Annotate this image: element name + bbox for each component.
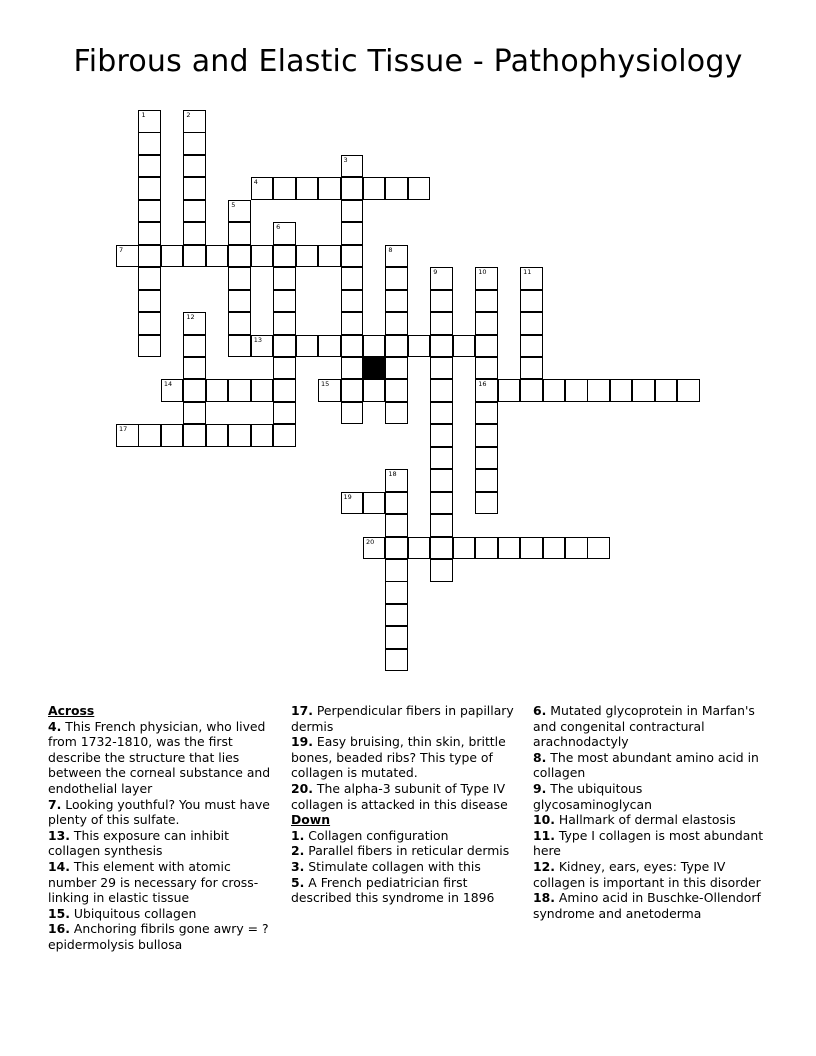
clue-number: 16.	[48, 921, 70, 937]
grid-cell[interactable]	[206, 379, 229, 402]
grid-cell[interactable]	[138, 245, 161, 268]
grid-cell[interactable]	[273, 267, 296, 290]
grid-cell[interactable]	[363, 492, 386, 515]
grid-cell[interactable]	[475, 267, 498, 290]
grid-cell[interactable]	[183, 379, 206, 402]
clue-item	[533, 703, 765, 750]
grid-cell[interactable]	[183, 245, 206, 268]
clue-text: Easy bruising, thin skin, brittle bones, beaded ribs? This type of collagen is mutated.	[291, 734, 506, 781]
grid-cell[interactable]	[385, 514, 408, 537]
grid-cell[interactable]	[385, 581, 408, 604]
grid-cell[interactable]	[610, 379, 633, 402]
clue-item	[291, 875, 523, 906]
grid-cell-number: 10	[478, 268, 487, 277]
grid-cell-number: 3	[343, 155, 348, 164]
clue-item	[48, 719, 280, 797]
grid-cell[interactable]	[475, 335, 498, 358]
grid-cell[interactable]	[363, 379, 386, 402]
grid-cell[interactable]	[341, 267, 364, 290]
grid-cell[interactable]	[138, 200, 161, 223]
grid-cell[interactable]	[453, 537, 476, 560]
clue-number: 14.	[48, 858, 70, 874]
grid-cell[interactable]	[341, 177, 364, 200]
grid-cell[interactable]	[363, 537, 386, 560]
grid-cell[interactable]	[183, 312, 206, 335]
grid-cell[interactable]	[138, 290, 161, 313]
across-clues-list	[48, 719, 280, 953]
grid-cell[interactable]	[341, 402, 364, 425]
grid-cell[interactable]	[543, 379, 566, 402]
grid-cell[interactable]	[565, 537, 588, 560]
grid-cell[interactable]	[138, 312, 161, 335]
grid-cell[interactable]	[341, 492, 364, 515]
grid-cell[interactable]	[475, 379, 498, 402]
grid-cell[interactable]	[183, 110, 206, 133]
grid-cell[interactable]	[138, 267, 161, 290]
clue-number: 6.	[533, 703, 547, 718]
clue-item	[533, 890, 765, 921]
grid-cell[interactable]	[430, 267, 453, 290]
grid-cell[interactable]	[385, 604, 408, 627]
grid-cell[interactable]	[385, 177, 408, 200]
grid-cell[interactable]	[116, 245, 139, 268]
clue-item	[48, 797, 280, 828]
page-title: Fibrous and Elastic Tissue - Pathophysiology	[73, 44, 743, 79]
clue-number: 20.	[291, 780, 313, 796]
clue-text: Anchoring fibrils gone awry = ? epidermolysis bullosa	[48, 921, 269, 952]
grid-cell[interactable]	[385, 335, 408, 358]
grid-cell[interactable]	[475, 492, 498, 515]
grid-cell[interactable]	[430, 469, 453, 492]
clue-text: The ubiquitous glycosaminoglycan	[533, 780, 652, 812]
grid-cell[interactable]	[475, 402, 498, 425]
grid-cell[interactable]	[341, 379, 364, 402]
grid-cell[interactable]	[183, 200, 206, 223]
grid-cell[interactable]	[296, 245, 319, 268]
clue-number: 4.	[48, 718, 62, 734]
clue-item	[291, 781, 523, 812]
grid-cell[interactable]	[228, 424, 251, 447]
grid-cell[interactable]	[183, 132, 206, 155]
grid-cell[interactable]	[341, 312, 364, 335]
clue-item	[291, 859, 523, 875]
grid-cell[interactable]	[430, 335, 453, 358]
grid-cell[interactable]	[183, 155, 206, 178]
grid-cell[interactable]	[341, 200, 364, 223]
grid-cell[interactable]	[363, 335, 386, 358]
grid-cell[interactable]	[161, 379, 184, 402]
grid-cell[interactable]	[161, 424, 184, 447]
clue-text: Type I collagen is most abundant here	[533, 827, 764, 859]
down-heading: Down	[291, 812, 331, 828]
grid-cell[interactable]	[520, 537, 543, 560]
grid-cell[interactable]	[116, 424, 139, 447]
grid-cell[interactable]	[138, 335, 161, 358]
grid-cell[interactable]	[475, 469, 498, 492]
clue-item	[48, 906, 280, 922]
clue-number: 8.	[533, 749, 547, 765]
grid-cell[interactable]	[183, 222, 206, 245]
grid-cell[interactable]	[632, 379, 655, 402]
grid-cell-number: 1	[141, 111, 146, 119]
grid-cell[interactable]	[430, 492, 453, 515]
grid-cell[interactable]	[587, 379, 610, 402]
clue-item	[291, 843, 523, 859]
grid-cell[interactable]	[228, 222, 251, 245]
grid-cell[interactable]	[138, 222, 161, 245]
clue-number: 1.	[291, 827, 305, 843]
clue-item	[533, 828, 765, 859]
grid-cell-number: 8	[388, 245, 393, 254]
grid-cell[interactable]	[341, 357, 364, 380]
grid-cell[interactable]	[475, 290, 498, 313]
grid-cell[interactable]	[296, 177, 319, 200]
clue-number: 15.	[48, 905, 70, 921]
clues-column-2	[291, 703, 523, 906]
grid-cell-number: 2	[186, 111, 191, 119]
clue-item	[48, 828, 280, 859]
grid-cell-number: 5	[231, 200, 236, 209]
grid-cell[interactable]	[430, 447, 453, 470]
grid-cell[interactable]	[251, 177, 274, 200]
grid-cell[interactable]	[251, 379, 274, 402]
grid-cell[interactable]	[273, 357, 296, 380]
grid-cell[interactable]	[520, 379, 543, 402]
clue-text: Stimulate collagen with this	[304, 858, 481, 874]
grid-cell[interactable]	[475, 537, 498, 560]
grid-cell[interactable]	[385, 537, 408, 560]
grid-cell[interactable]	[161, 245, 184, 268]
clue-text: Hallmark of dermal elastosis	[554, 812, 736, 828]
clue-text: Perpendicular fibers in papillary dermis	[291, 703, 514, 734]
clues-column-3	[533, 703, 765, 921]
grid-cell[interactable]	[385, 402, 408, 425]
clue-item	[291, 828, 523, 844]
grid-cell[interactable]	[565, 379, 588, 402]
clue-text: Ubiquitous collagen	[69, 905, 197, 921]
grid-cell[interactable]	[273, 402, 296, 425]
grid-cell[interactable]	[138, 110, 161, 133]
grid-cell[interactable]	[430, 537, 453, 560]
grid-cell[interactable]	[273, 222, 296, 245]
grid-cell[interactable]	[385, 649, 408, 672]
grid-cell[interactable]	[318, 245, 341, 268]
grid-cell[interactable]	[430, 357, 453, 380]
clue-text: Amino acid in Buschke-Ollendorf syndrome and anetoderma	[533, 890, 761, 921]
across-heading: Across	[48, 703, 95, 718]
grid-cell-number: 7	[119, 245, 124, 254]
grid-cell[interactable]	[655, 379, 678, 402]
grid-cell-number: 11	[523, 268, 532, 277]
grid-cell[interactable]	[273, 424, 296, 447]
grid-cell-number: 14	[163, 380, 173, 389]
grid-cell[interactable]	[228, 312, 251, 335]
grid-cell[interactable]	[138, 155, 161, 178]
grid-cell[interactable]	[228, 335, 251, 358]
grid-cell[interactable]	[385, 626, 408, 649]
grid-cell[interactable]	[206, 245, 229, 268]
clue-text: Mutated glycoprotein in Marfan's and congenital contractural arachnodactyly	[533, 703, 755, 750]
clue-number: 12.	[533, 858, 555, 874]
grid-cell[interactable]	[408, 177, 431, 200]
grid-cell[interactable]	[273, 335, 296, 358]
clue-item	[291, 734, 523, 781]
clue-text: This French physician, who lived from 1732-1810, was the first describe the structure that lies between the corneal substance and endothelial layer	[48, 718, 271, 796]
grid-cell[interactable]	[520, 357, 543, 380]
clue-number: 18.	[533, 890, 555, 906]
grid-cell[interactable]	[408, 335, 431, 358]
grid-cell[interactable]	[587, 537, 610, 560]
grid-cell-number: 16	[478, 380, 487, 389]
grid-cell[interactable]	[385, 267, 408, 290]
across-clues-list-continued	[291, 703, 523, 812]
clue-text: This element with atomic number 29 is necessary for cross-linking in elastic tissue	[48, 858, 259, 906]
clue-text: Collagen configuration	[304, 827, 449, 843]
grid-cell[interactable]	[228, 379, 251, 402]
clue-number: 7.	[48, 796, 62, 812]
clue-number: 5.	[291, 874, 305, 890]
grid-cell[interactable]	[385, 379, 408, 402]
clue-text: This exposure can inhibit collagen synthesis	[48, 827, 229, 859]
clue-number: 19.	[291, 734, 313, 750]
grid-cell-number: 18	[388, 470, 397, 479]
clue-item	[533, 750, 765, 781]
grid-cell[interactable]	[430, 290, 453, 313]
clue-item	[533, 859, 765, 890]
grid-cell[interactable]	[385, 245, 408, 268]
grid-cell[interactable]	[273, 379, 296, 402]
clue-item	[48, 921, 280, 952]
grid-cell[interactable]	[475, 312, 498, 335]
grid-cell[interactable]	[273, 245, 296, 268]
clue-item	[533, 812, 765, 828]
clue-text: Kidney, ears, eyes: Type IV collagen is important in this disorder	[533, 858, 761, 890]
grid-cell[interactable]	[183, 424, 206, 447]
grid-cell-number: 17	[119, 425, 128, 434]
grid-cell[interactable]	[228, 267, 251, 290]
clue-number: 13.	[48, 827, 70, 843]
grid-cell[interactable]	[341, 222, 364, 245]
clue-item	[291, 703, 523, 734]
clue-number: 10.	[533, 812, 555, 828]
grid-cell[interactable]	[430, 379, 453, 402]
clue-item	[533, 781, 765, 812]
grid-cell[interactable]	[453, 335, 476, 358]
clue-number: 2.	[291, 843, 305, 859]
clue-item	[48, 859, 280, 906]
grid-cell[interactable]	[273, 177, 296, 200]
grid-cell[interactable]	[520, 267, 543, 290]
down-clues-list	[291, 828, 523, 906]
grid-cell[interactable]	[273, 290, 296, 313]
grid-cell[interactable]	[430, 559, 453, 582]
grid-cell[interactable]	[318, 177, 341, 200]
grid-cell[interactable]	[385, 469, 408, 492]
grid-cell[interactable]	[318, 379, 341, 402]
grid-cell[interactable]	[251, 424, 274, 447]
clue-number: 9.	[533, 780, 547, 796]
grid-cell[interactable]	[206, 424, 229, 447]
down-clues-list-continued	[533, 703, 765, 921]
grid-cell[interactable]	[385, 290, 408, 313]
clue-text: The most abundant amino acid in collagen	[533, 749, 759, 781]
grid-cell[interactable]	[385, 357, 408, 380]
grid-cell[interactable]	[475, 424, 498, 447]
grid-cell[interactable]	[498, 537, 521, 560]
grid-cell[interactable]	[430, 402, 453, 425]
grid-cell[interactable]	[296, 335, 319, 358]
grid-cell-number: 4	[253, 178, 258, 187]
grid-cell[interactable]	[475, 357, 498, 380]
grid-cell[interactable]	[228, 290, 251, 313]
grid-cell[interactable]	[228, 245, 251, 268]
grid-cell[interactable]	[138, 424, 161, 447]
grid-cell[interactable]	[677, 379, 700, 402]
grid-black-cell	[363, 357, 386, 380]
grid-cell[interactable]	[183, 177, 206, 200]
grid-cell[interactable]	[385, 312, 408, 335]
grid-cell[interactable]	[138, 177, 161, 200]
grid-cell[interactable]	[430, 424, 453, 447]
grid-cell[interactable]	[498, 379, 521, 402]
grid-cell[interactable]	[430, 312, 453, 335]
grid-cell[interactable]	[341, 335, 364, 358]
grid-cell-number: 15	[321, 380, 330, 389]
grid-cell[interactable]	[341, 245, 364, 268]
grid-cell[interactable]	[318, 335, 341, 358]
grid-cell[interactable]	[520, 290, 543, 313]
grid-cell[interactable]	[385, 559, 408, 582]
grid-cell[interactable]	[273, 312, 296, 335]
grid-cell[interactable]	[341, 290, 364, 313]
grid-cell-number: 19	[343, 492, 352, 501]
clue-text: Parallel fibers in reticular dermis	[304, 843, 510, 859]
grid-cell[interactable]	[408, 537, 431, 560]
grid-cell-number: 9	[433, 268, 438, 277]
grid-cell-number: 6	[276, 223, 281, 232]
clue-text: A French pediatrician first described this syndrome in 1896	[291, 874, 495, 906]
grid-cell-number: 20	[365, 537, 375, 546]
grid-cell[interactable]	[138, 132, 161, 155]
grid-cell[interactable]	[183, 357, 206, 380]
grid-cell[interactable]	[251, 245, 274, 268]
grid-cell-number: 12	[186, 313, 195, 322]
grid-cell[interactable]	[543, 537, 566, 560]
clues-column-1	[48, 703, 280, 953]
grid-cell[interactable]	[475, 447, 498, 470]
grid-cell[interactable]	[385, 492, 408, 515]
clue-number: 11.	[533, 827, 555, 843]
clue-text: Looking youthful? You must have plenty of this sulfate.	[48, 796, 270, 828]
grid-cell[interactable]	[183, 335, 206, 358]
grid-cell[interactable]	[228, 200, 251, 223]
grid-cell[interactable]	[251, 335, 274, 358]
grid-cell[interactable]	[520, 335, 543, 358]
clue-number: 3.	[291, 858, 305, 874]
grid-cell[interactable]	[520, 312, 543, 335]
grid-cell-number: 13	[253, 335, 262, 344]
grid-cell[interactable]	[341, 155, 364, 178]
grid-cell[interactable]	[430, 514, 453, 537]
clue-number: 17.	[291, 703, 313, 718]
grid-cell[interactable]	[183, 402, 206, 425]
grid-cell[interactable]	[363, 177, 386, 200]
clue-text: The alpha-3 subunit of Type IV collagen is attacked in this disease	[291, 780, 508, 812]
